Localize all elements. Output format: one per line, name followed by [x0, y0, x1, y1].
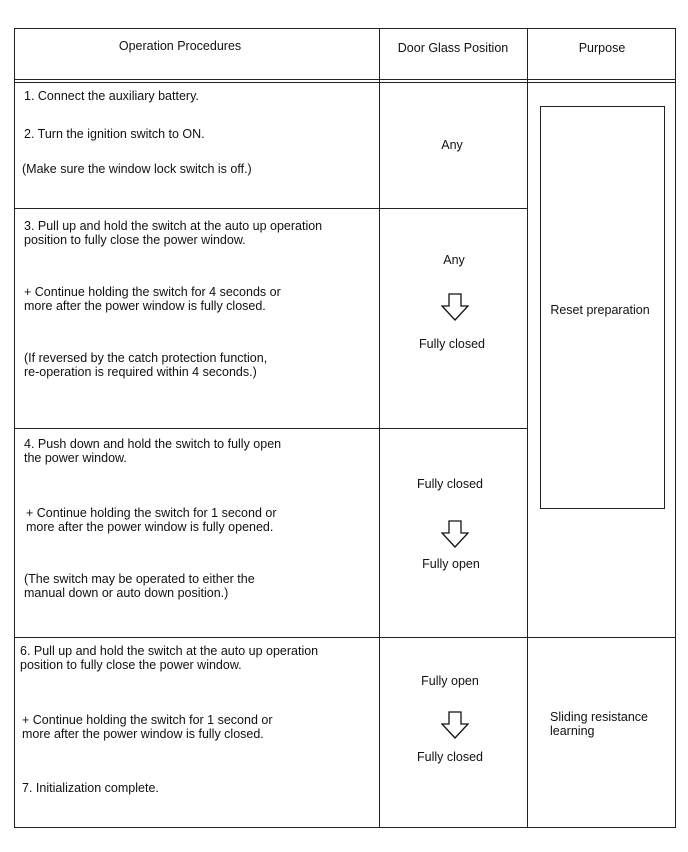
step-text: + Continue holding the switch for 4 seconds or: [24, 285, 281, 299]
step-note: re-operation is required within 4 seconds.): [24, 365, 257, 379]
door-position: Fully closed: [417, 750, 483, 764]
door-position: Fully open: [422, 557, 480, 571]
header-operation-procedures: Operation Procedures: [118, 39, 242, 53]
step-text: 7. Initialization complete.: [22, 781, 159, 795]
row-divider-2: [14, 428, 528, 429]
step-note: (If reversed by the catch protection function,: [24, 351, 268, 365]
down-arrow-icon: [441, 293, 469, 321]
step-note: manual down or auto down position.): [24, 586, 229, 600]
step-text: 4. Push down and hold the switch to fully open: [24, 437, 282, 451]
table-bottom-border: [14, 827, 675, 828]
step-text: 6. Pull up and hold the switch at the auto up operation: [20, 644, 319, 658]
step-text: 3. Pull up and hold the switch at the auto up operation: [24, 219, 323, 233]
door-position: Fully closed: [419, 337, 485, 351]
table-right-border: [675, 28, 676, 828]
header-divider: [14, 79, 675, 80]
row-divider-3: [14, 637, 675, 638]
row-divider-1: [14, 208, 528, 209]
step-text: more after the power window is fully closed.: [22, 727, 264, 741]
header-door-glass-position: Door Glass Position: [397, 41, 509, 55]
step-text: more after the power window is fully opened.: [26, 520, 274, 534]
step-text: position to fully close the power window.: [24, 233, 246, 247]
door-position: Any: [441, 138, 463, 152]
step-note: (The switch may be operated to either the: [24, 572, 255, 586]
step-text: the power window.: [24, 451, 127, 465]
step-text: + Continue holding the switch for 1 second or: [22, 713, 273, 727]
down-arrow-icon: [441, 711, 469, 739]
step-text: 1. Connect the auxiliary battery.: [24, 89, 199, 103]
down-arrow-icon: [441, 520, 469, 548]
step-text: 2. Turn the ignition switch to ON.: [24, 127, 205, 141]
door-position: Any: [443, 253, 465, 267]
step-note: (Make sure the window lock switch is off.): [22, 162, 252, 176]
table-top-border: [14, 28, 675, 29]
door-position: Fully closed: [417, 477, 483, 491]
header-divider-double: [14, 82, 675, 83]
step-text: position to fully close the power window.: [20, 658, 242, 672]
door-position: Fully open: [421, 674, 479, 688]
purpose-reset-preparation: Reset preparation: [550, 303, 650, 317]
purpose-sliding-resistance: Sliding resistance: [550, 710, 648, 724]
purpose-learning: learning: [550, 724, 595, 738]
header-purpose: Purpose: [578, 41, 626, 55]
step-text: + Continue holding the switch for 1 second or: [26, 506, 277, 520]
step-text: more after the power window is fully closed.: [24, 299, 266, 313]
